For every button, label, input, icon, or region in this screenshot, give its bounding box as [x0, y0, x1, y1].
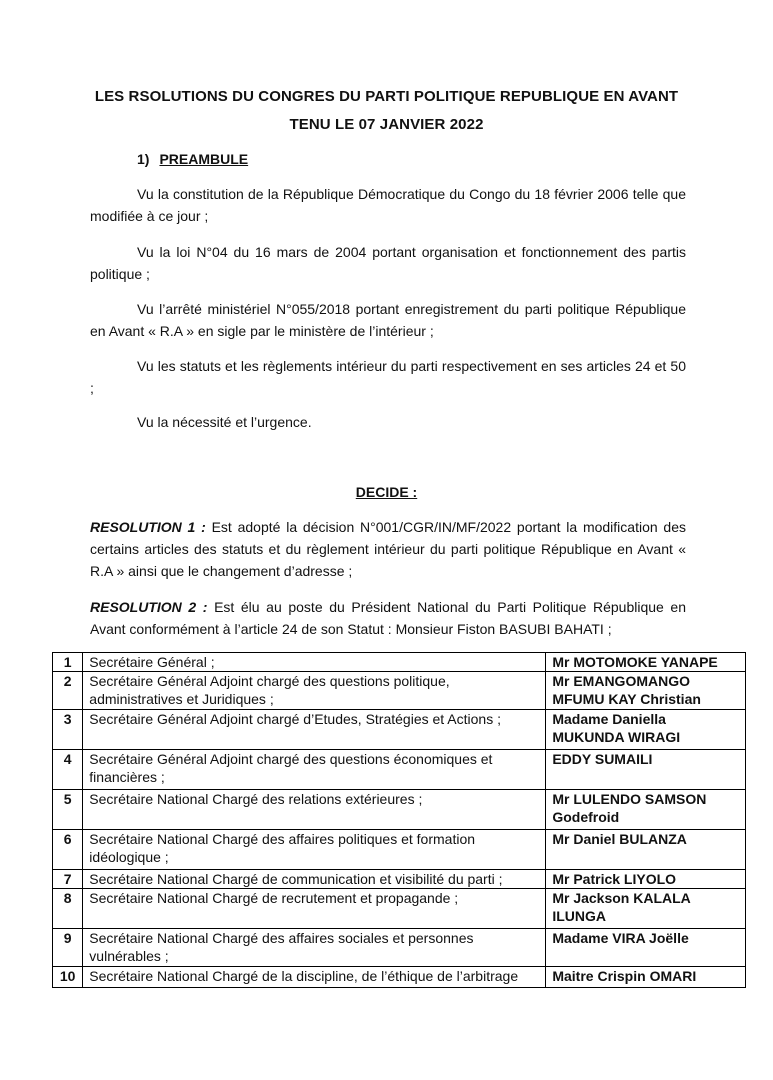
row-number: 3	[53, 710, 83, 750]
preamble-paragraph	[90, 183, 686, 227]
row-number: 9	[53, 929, 83, 967]
row-number: 1	[53, 653, 83, 672]
document-title-line-2: TENU LE 07 JANVIER 2022	[289, 116, 484, 133]
preamble-paragraph	[90, 241, 686, 285]
resolution-1	[90, 516, 686, 582]
row-name: Madame Daniella MUKUNDA WIRAGI	[546, 710, 746, 750]
preamble-paragraph-text: Vu la loi N°04 du 16 mars de 2004 portant organisation et fonctionnement des partis politique ;	[90, 244, 686, 282]
preamble-paragraph-text: Vu la constitution de la République Démocratique du Congo du 18 février 2006 telle que modifiée à ce jour ;	[90, 186, 686, 224]
row-number: 10	[53, 967, 83, 988]
table-row	[53, 830, 746, 870]
row-name: Mr Patrick LIYOLO	[546, 870, 746, 889]
row-role: Secrétaire Général Adjoint chargé des questions économiques et financières ;	[83, 750, 546, 790]
row-role: Secrétaire National Chargé de communication et visibilité du parti ;	[83, 870, 546, 889]
resolution-text: Est élu au poste du Président National du Parti Politique République en Avant conformément à l’article 24 de son Statut : Monsieur Fiston BASUBI BAHATI ;	[90, 599, 686, 637]
row-name: Mr MOTOMOKE YANAPE	[546, 653, 746, 672]
members-table	[52, 652, 746, 988]
row-name: Mr Daniel BULANZA	[546, 830, 746, 870]
row-name: EDDY SUMAILI	[546, 750, 746, 790]
resolution-label: RESOLUTION 2 :	[90, 599, 208, 615]
row-role: Secrétaire Général Adjoint chargé d’Etudes, Stratégies et Actions ;	[83, 710, 546, 750]
document-title-line-1: LES RSOLUTIONS DU CONGRES DU PARTI POLITIQUE REPUBLIQUE EN AVANT	[94, 88, 679, 105]
preamble-paragraph	[90, 298, 686, 342]
table-row	[53, 889, 746, 929]
row-name: Mr EMANGOMANGO MFUMU KAY Christian	[546, 672, 746, 710]
table-row	[53, 790, 746, 830]
table-row	[53, 929, 746, 967]
row-role: Secrétaire National Chargé de la discipline, de l’éthique de l’arbitrage	[83, 967, 546, 988]
row-number: 4	[53, 750, 83, 790]
row-name: Madame VIRA Joëlle	[546, 929, 746, 967]
table-row	[53, 750, 746, 790]
preamble-paragraph-text: Vu l’arrêté ministériel N°055/2018 portant enregistrement du parti politique République en Avant « R.A » en sigle par le ministère de l’intérieur ;	[90, 301, 686, 339]
decide-heading: DECIDE :	[355, 484, 418, 500]
preamble-paragraph-text: Vu les statuts et les règlements intérieur du parti respectivement en ses articles 24 et 50 ;	[90, 358, 686, 396]
table-row	[53, 870, 746, 889]
row-number: 8	[53, 889, 83, 929]
row-role: Secrétaire National Chargé des affaires sociales et personnes vulnérables ;	[83, 929, 546, 967]
preamble-heading	[137, 151, 248, 167]
resolution-2	[90, 596, 686, 640]
table-row	[53, 967, 746, 988]
table-row	[53, 672, 746, 710]
preamble-paragraph-text: Vu la nécessité et l’urgence.	[137, 414, 312, 430]
row-number: 7	[53, 870, 83, 889]
preamble-title: PREAMBULE	[159, 151, 249, 167]
row-name: Mr LULENDO SAMSON Godefroid	[546, 790, 746, 830]
row-role: Secrétaire National Chargé de recrutement et propagande ;	[83, 889, 546, 929]
table-row	[53, 710, 746, 750]
preamble-paragraph	[90, 411, 686, 433]
row-role: Secrétaire National Chargé des affaires politiques et formation idéologique ;	[83, 830, 546, 870]
preamble-paragraph	[90, 355, 686, 399]
row-name: Maitre Crispin OMARI	[546, 967, 746, 988]
row-number: 6	[53, 830, 83, 870]
row-role: Secrétaire Général Adjoint chargé des questions politique, administratives et Juridiques ;	[83, 672, 546, 710]
resolution-label: RESOLUTION 1 :	[90, 519, 206, 535]
row-role: Secrétaire Général ;	[83, 653, 546, 672]
row-name: Mr Jackson KALALA ILUNGA	[546, 889, 746, 929]
table-row	[53, 653, 746, 672]
preamble-number: 1)	[137, 151, 150, 167]
row-role: Secrétaire National Chargé des relations extérieures ;	[83, 790, 546, 830]
resolution-text: Est adopté la décision N°001/CGR/IN/MF/2022 portant la modification des certains articles des statuts et du règlement intérieur du parti politique République en Avant « R.A » ainsi que le changement d’adresse ;	[90, 519, 687, 579]
row-number: 5	[53, 790, 83, 830]
row-number: 2	[53, 672, 83, 710]
